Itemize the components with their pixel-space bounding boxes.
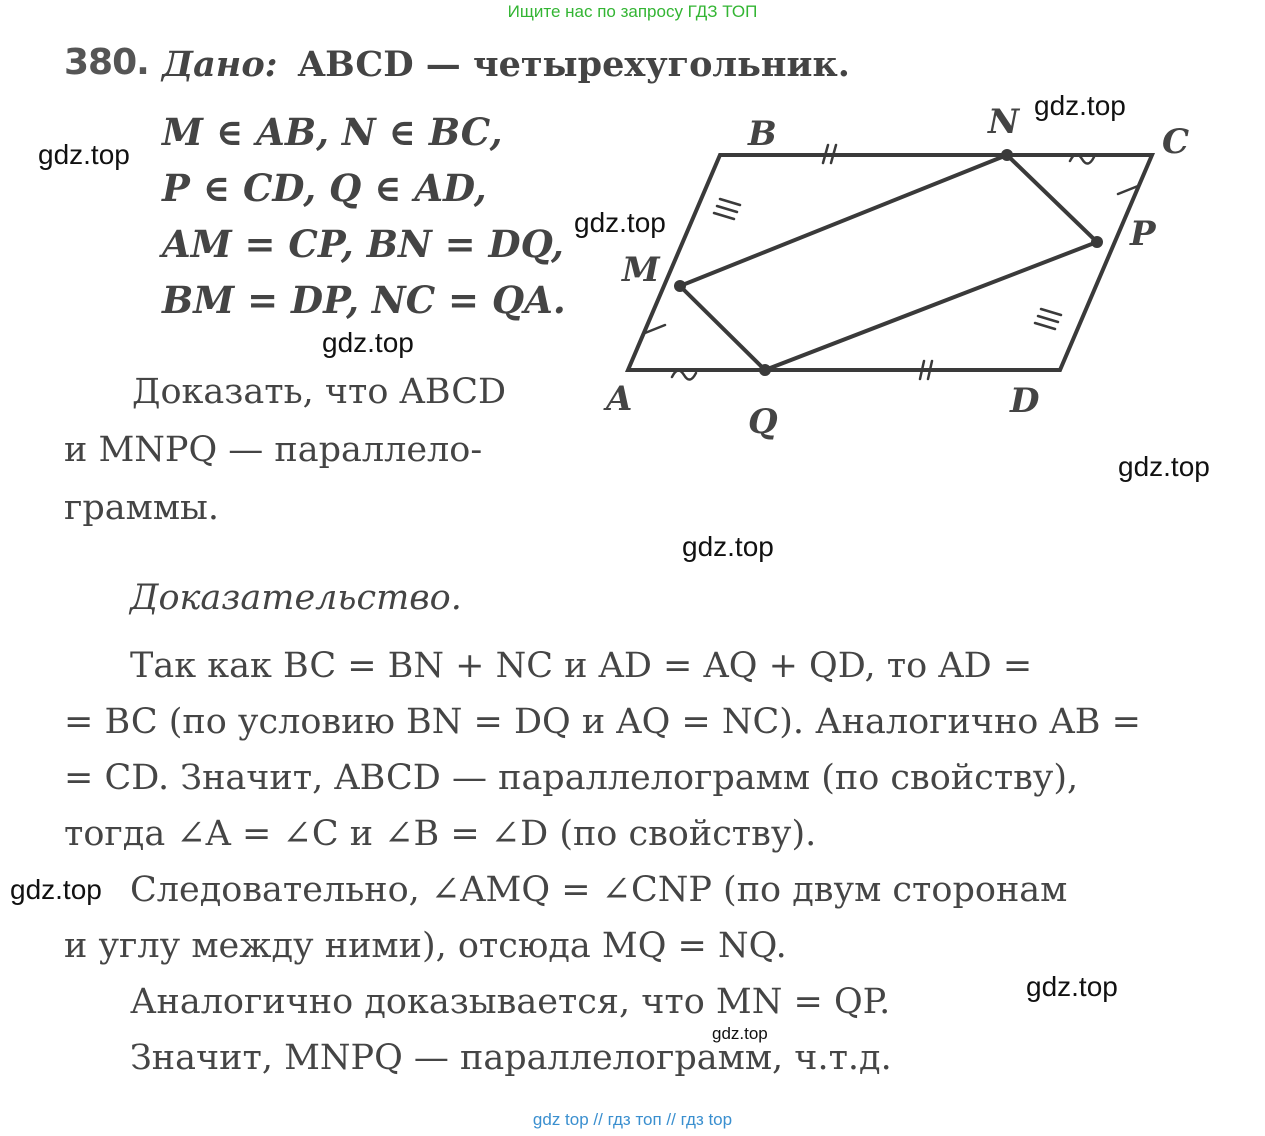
point-p [1091, 236, 1103, 248]
point-q [759, 364, 771, 376]
watermark: gdz.top [712, 1024, 768, 1043]
parallelogram-figure [590, 95, 1230, 445]
quadrilateral-abcd [628, 155, 1152, 370]
proof-line-8: Значит, MNPQ — параллелограмм, ч.т.д. [130, 1038, 892, 1078]
proof-title: Доказательство. [130, 578, 462, 618]
proof-line-3: = CD. Значит, ABCD — параллелограмм (по свойству), [64, 758, 1079, 798]
watermark: gdz.top [38, 139, 130, 170]
label-b: B [748, 114, 777, 154]
watermark: gdz.top [322, 327, 414, 358]
point-n [1001, 149, 1013, 161]
proof-line-6: и углу между ними), отсюда MQ = NQ. [64, 926, 787, 966]
label-q: Q [748, 402, 778, 442]
condition-2: P ∈ CD, Q ∈ AD, [162, 166, 487, 210]
condition-1: M ∈ AB, N ∈ BC, [162, 110, 503, 154]
label-a: A [606, 379, 633, 419]
watermark: gdz.top [1026, 971, 1118, 1002]
label-m: M [622, 250, 660, 290]
proof-line-4: тогда ∠A = ∠C и ∠B = ∠D (по свойству). [64, 814, 817, 854]
footer-watermark: gdz top // гдз топ // гдз top [532, 1110, 733, 1129]
watermark: gdz.top [10, 874, 102, 905]
point-m [674, 280, 686, 292]
proof-line-1: Так как BC = BN + NC и AD = AQ + QD, то AD = [130, 646, 1033, 686]
search-hint: Ищите нас по запросу ГДЗ ТОП [507, 2, 758, 21]
proof-line-7: Аналогично доказывается, что MN = QP. [130, 982, 891, 1022]
prove-line-2: и MNPQ — параллело- [64, 430, 483, 470]
prove-line-1: Доказать, что ABCD [132, 372, 507, 412]
given-label: Дано: [162, 44, 278, 85]
condition-3: AM = CP, BN = DQ, [162, 222, 564, 266]
prove-line-3: граммы. [64, 488, 220, 528]
watermark: gdz.top [1034, 90, 1126, 121]
label-c: C [1162, 122, 1190, 162]
label-n: N [988, 102, 1020, 142]
label-p: P [1130, 214, 1156, 254]
condition-4: BM = DP, NC = QA. [162, 278, 566, 322]
quadrilateral-mnpq [680, 155, 1097, 370]
watermark: gdz.top [1118, 451, 1210, 482]
proof-line-2: = BC (по условию BN = DQ и AQ = NC). Аналогично AB = [64, 702, 1141, 742]
proof-line-5: Следовательно, ∠AMQ = ∠CNP (по двум сторонам [130, 870, 1068, 910]
watermark: gdz.top [682, 531, 774, 562]
watermark: gdz.top [574, 207, 666, 238]
problem-number: 380. [64, 42, 149, 83]
given-head: ABCD — четырехугольник. [298, 44, 850, 85]
label-d: D [1010, 381, 1040, 421]
